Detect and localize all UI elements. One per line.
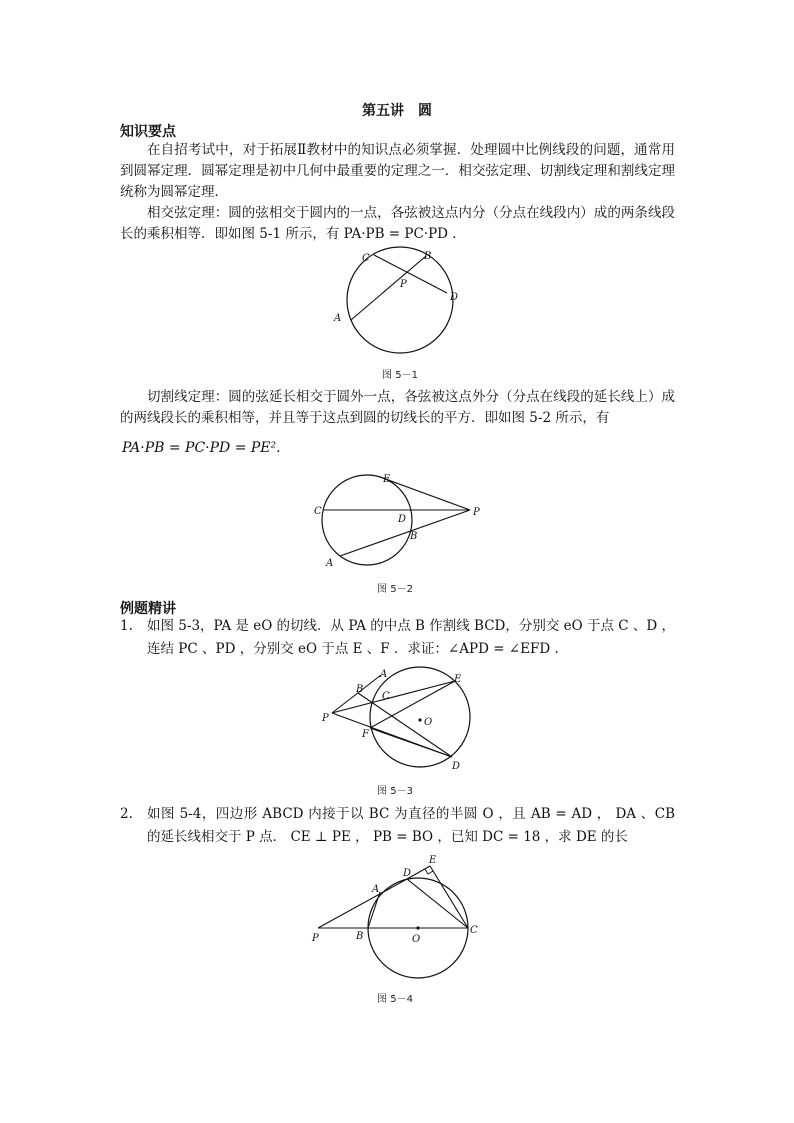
problem-2-text: 如图 5-4，四边形 ABCD 内接于以 BC 为直径的半圆 O ，且 AB = AD ， DA 、CB 的延长线相交于 P 点． CE ⊥ PE ， PB = BO ，已知 DC = 18 ，求 DE 的长 xyxy=(147,806,675,845)
secant-formula: PA·PB = PC·PD = PE². xyxy=(122,440,281,456)
fig4-label-C: C xyxy=(470,925,478,936)
problem-1-number: 1. xyxy=(120,618,133,634)
fig4-label-P: P xyxy=(312,933,319,944)
fig3-label-C: C xyxy=(382,691,390,702)
fig1-label-B: B xyxy=(424,251,432,262)
problem-2-number: 2. xyxy=(120,806,133,822)
fig3-label-B: B xyxy=(356,684,364,695)
section-heading-knowledge: 知识要点 xyxy=(120,124,176,140)
figure-5-3 xyxy=(318,665,478,775)
problem-1 xyxy=(120,615,675,661)
chord-theorem-paragraph: 相交弦定理：圆的弦相交于圆内的一点，各弦被这点内分（分点在线段内）成的两条线段长的乘积相等．即如图 5-1 所示，有 PA·PB = PC·PD ． xyxy=(120,205,675,242)
fig2-label-A: A xyxy=(326,558,334,569)
figure-5-2 xyxy=(310,472,490,572)
fig1-label-P: P xyxy=(400,279,407,290)
fig3-label-D: D xyxy=(452,761,461,772)
fig2-label-P: P xyxy=(473,507,480,518)
intro-paragraph: 在自招考试中，对于拓展Ⅱ教材中的知识点必须掌握．处理圆中比例线段的问题，通常用到圆幂定理．圆幂定理是初中几何中最重要的定理之一．相交弦定理、切割线定理和割线定理统称为圆幂定理． xyxy=(120,142,675,200)
fig4-label-D: D xyxy=(403,868,412,879)
problem-2 xyxy=(120,803,675,849)
figure-5-1 xyxy=(330,248,470,363)
fig3-label-F: F xyxy=(362,729,369,740)
fig2-label-C: C xyxy=(314,506,322,517)
fig2-label-B: B xyxy=(410,531,418,542)
figure-5-4-caption: 图 5－4 xyxy=(377,994,413,1005)
fig1-label-D: D xyxy=(450,292,459,303)
fig4-label-B: B xyxy=(356,931,364,942)
fig2-label-D: D xyxy=(398,514,407,525)
figure-5-2-caption: 图 5－2 xyxy=(377,584,413,595)
secant-theorem-paragraph: 切割线定理：圆的弦延长相交于圆外一点，各弦被这点外分（分点在线段的延长线上）成的两线段长的乘积相等，并且等于这点到圆的切线长的平方．即如图 5-2 所示，有 xyxy=(120,389,675,426)
fig4-label-A: A xyxy=(372,884,380,895)
problem-1-text: 如图 5-3，PA 是 eO 的切线．从 PA 的中点 B 作割线 BCD，分别交 eO 于点 C 、D ，连结 PC 、PD ，分别交 eO 于点 E 、F ．求证：∠APD = ∠EFD . xyxy=(147,618,676,657)
fig1-label-C: C xyxy=(362,253,370,264)
figure-5-4 xyxy=(310,852,485,987)
fig4-label-E: E xyxy=(429,855,437,866)
fig3-label-A: A xyxy=(380,669,388,680)
figure-5-3-caption: 图 5－3 xyxy=(377,786,413,797)
fig1-label-A: A xyxy=(334,313,342,324)
fig2-label-E: E xyxy=(383,474,391,485)
fig3-label-P: P xyxy=(322,713,329,724)
fig4-label-O: O xyxy=(412,934,421,945)
section-heading-examples: 例题精讲 xyxy=(120,601,176,617)
fig3-label-E: E xyxy=(454,674,462,685)
page-title: 第五讲 圆 xyxy=(362,103,432,119)
fig3-label-O: O xyxy=(424,717,433,728)
figure-5-1-caption: 图 5－1 xyxy=(382,370,418,381)
